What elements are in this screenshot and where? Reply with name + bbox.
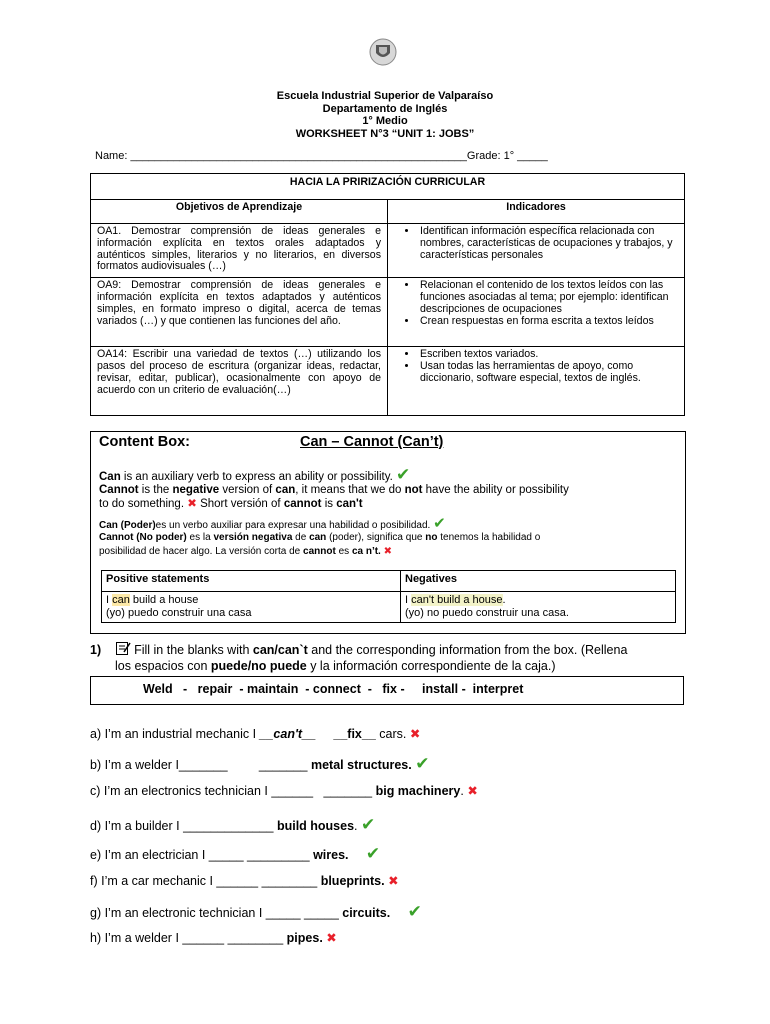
word-bank-box: [90, 676, 684, 705]
cannot-definition-es: Cannot (No poder) es la versión negativa de can (poder), significa que no tenemos la habilidad o: [99, 532, 541, 543]
indicator-item: • Escriben textos variados.: [418, 349, 678, 361]
indicators-oa14: [388, 347, 685, 416]
table-row: [102, 592, 676, 623]
table-row: [91, 347, 685, 416]
list-item: b) I’m a welder I_______ _______ metal structures. ✔: [90, 754, 430, 773]
cross-icon: ✖: [409, 727, 421, 741]
school-name: Escuela Industrial Superior de Valparaíso: [276, 90, 494, 102]
indicators-header: Indicadores: [388, 200, 685, 224]
check-icon: ✔: [396, 465, 411, 484]
check-icon: ✔: [407, 902, 422, 921]
check-icon: ✔: [361, 815, 376, 834]
content-box-label: Content Box:: [99, 434, 191, 450]
curriculum-title: HACIA LA PRIRIZACIÓN CURRICULAR: [91, 174, 685, 200]
negative-example: I can't build a house. (yo) no puedo construir una casa.: [401, 592, 676, 623]
objectives-header: Objetivos de Aprendizaje: [91, 200, 388, 224]
department-name: Departamento de Inglés: [322, 102, 448, 115]
list-item: e) I’m an electrician I _____ _________ wires. ✔: [90, 844, 381, 863]
list-item: h) I’m a welder I ______ ________ pipes. ✖: [90, 931, 337, 945]
objective-oa9: OA9: Demostrar comprensión de ideas generales e información explícita en textos adaptados y auténticos simples, en formato impreso o digital, acerca de temas variados (…) y que contienen las funciones del año.: [91, 278, 388, 347]
objective-oa1: OA1. Demostrar comprensión de ideas generales e información explícita en textos orales adaptados y auténticos simples, literarios y no literarios, en diversos formatos audiovisuales (…): [91, 224, 388, 278]
list-item: g) I’m an electronic technician I _____ _____ circuits. ✔: [90, 902, 422, 921]
check-icon: ✔: [415, 754, 430, 773]
cross-icon: ✖: [383, 546, 393, 557]
curriculum-table: [90, 173, 685, 416]
cross-icon: ✖: [187, 498, 197, 510]
content-box-title: Can – Cannot (Can’t): [300, 434, 444, 450]
list-item: c) I’m an electronics technician I ______ _______ big machinery. ✖: [90, 784, 478, 798]
short-version-en: to do something. ✖ Short versión of cannot is can't: [99, 498, 363, 510]
indicators-oa9: [388, 278, 685, 347]
positive-header: Positive statements: [102, 571, 401, 592]
check-icon: ✔: [365, 844, 381, 863]
table-row: [91, 224, 685, 278]
notepad-icon: [115, 640, 131, 656]
name-grade-line: Name: _______________________________________________________Grade: 1° _____: [95, 150, 548, 162]
check-icon: ✔: [433, 515, 446, 532]
cross-icon: ✖: [467, 784, 478, 798]
cross-icon: ✖: [326, 931, 337, 945]
content-box: [90, 431, 686, 634]
exercise-number: 1): [90, 643, 102, 657]
school-crest-logo: [366, 37, 400, 67]
objective-oa14: OA14: Escribir una variedad de textos (…) utilizando los pasos del proceso de escritura (organizar ideas, redactar, revisar, editar, publicar), ocasionalmente con apoyo de acuerdo con un criterio de evaluación(…): [91, 347, 388, 416]
can-definition-en: Can is an auxiliary verb to express an ability or possibility. ✔: [99, 465, 411, 484]
answer-cant: __can't__: [259, 727, 316, 741]
statements-table: [101, 570, 676, 623]
document-header: [0, 90, 770, 140]
exercise-instructions: 1) Fill in the blanks with can/can`t and the corresponding information from the box. (Rellena los espacios con puede/no puede y la información correspondiente de la caja.): [90, 640, 627, 674]
answer-fix: __fix__: [333, 727, 376, 741]
table-row: [91, 278, 685, 347]
list-item: a) I’m an industrial mechanic I __can't__ __fix__ cars. ✖: [90, 727, 421, 741]
list-item: d) I’m a builder I _____________ build houses. ✔: [90, 815, 376, 834]
word-bank: Weld - repair - maintain - connect - fix - install - interpret: [143, 682, 524, 696]
worksheet-title: WORKSHEET N°3 “UNIT 1: JOBS”: [295, 127, 475, 140]
positive-example: I can build a house (yo) puedo construir una casa: [102, 592, 401, 623]
cannot-definition-en: Cannot is the negative version of can, it means that we do not have the ability or possibility: [99, 484, 569, 496]
list-item: f) I’m a car mechanic I ______ ________ blueprints. ✖: [90, 874, 399, 888]
indicator-item: • Relacionan el contenido de los textos leídos con las funciones asociadas al tema; por ejemplo: identifican descripciones de ocupaciones: [418, 280, 678, 315]
can-definition-es: Can (Poder)es un verbo auxiliar para expresar una habilidad o posibilidad. ✔: [99, 515, 446, 532]
cross-icon: ✖: [388, 874, 399, 888]
grade-level: 1° Medio: [362, 115, 408, 127]
negative-header: Negatives: [401, 571, 676, 592]
indicator-item: • Usan todas las herramientas de apoyo, como diccionario, software especial, textos de inglés.: [418, 361, 678, 385]
short-version-es: posibilidad de hacer algo. La versión corta de cannot es ca n’t. ✖: [99, 546, 393, 557]
indicator-item: • Identifican información específica relacionada con nombres, características de ocupaciones y trabajos, y características personales: [418, 226, 678, 261]
indicator-item: • Crean respuestas en forma escrita a textos leídos: [418, 316, 678, 328]
indicators-oa1: [388, 224, 685, 278]
